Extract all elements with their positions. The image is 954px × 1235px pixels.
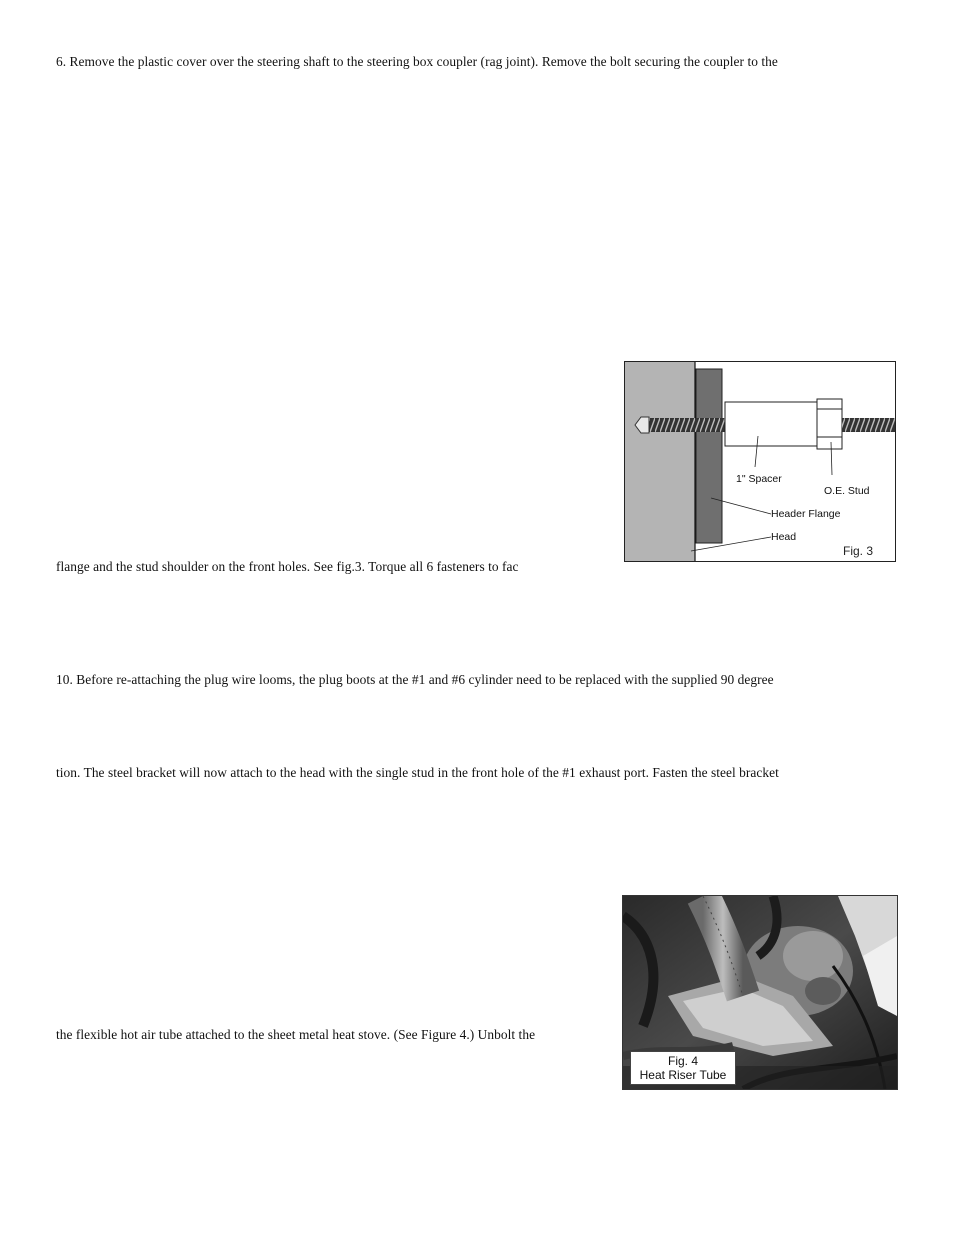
paragraph-line-flange: flange and the stud shoulder on the front holes. See fig.3. Torque all 6 fasteners to fac — [56, 559, 519, 574]
stud-shoulder — [817, 409, 842, 437]
label-spacer: 1" Spacer — [736, 473, 782, 485]
label-head: Head — [771, 531, 797, 543]
figure-4-caption — [630, 1051, 736, 1085]
figure-3-drawing — [625, 362, 895, 561]
figure-4-caption-subtitle: Heat Riser Tube — [639, 1068, 727, 1082]
label-oe-stud: O.E. Stud — [824, 485, 870, 497]
paragraph-line-bracket: tion. The steel bracket will now attach to the head with the single stud in the front hole of the #1 exhaust port. Fasten the steel bracket — [56, 765, 779, 780]
head-block — [625, 362, 695, 561]
paragraph-line-step-10: 10. Before re-attaching the plug wire looms, the plug boots at the #1 and #6 cylinder need to be replaced with the supplied 90 degree — [56, 672, 774, 687]
figure-4-heat-riser-photo — [622, 895, 898, 1090]
figure-4-caption-title: Fig. 4 — [667, 1054, 698, 1068]
paragraph-line-step-6: 6. Remove the plastic cover over the steering shaft to the steering box coupler (rag joint). Remove the bolt securing the coupler to the — [56, 54, 778, 69]
label-header-flange: Header Flange — [771, 508, 841, 520]
spacer — [725, 402, 817, 446]
paragraph-line-hot-air-tube: the flexible hot air tube attached to the sheet metal heat stove. (See Figure 4.) Unbolt the — [56, 1027, 536, 1042]
header-flange — [696, 369, 722, 543]
stud-thread-left — [647, 418, 725, 432]
figure-3-stud-diagram — [624, 361, 896, 562]
figure-3-caption: Fig. 3 — [843, 544, 874, 558]
stud-thread-right — [842, 418, 895, 432]
